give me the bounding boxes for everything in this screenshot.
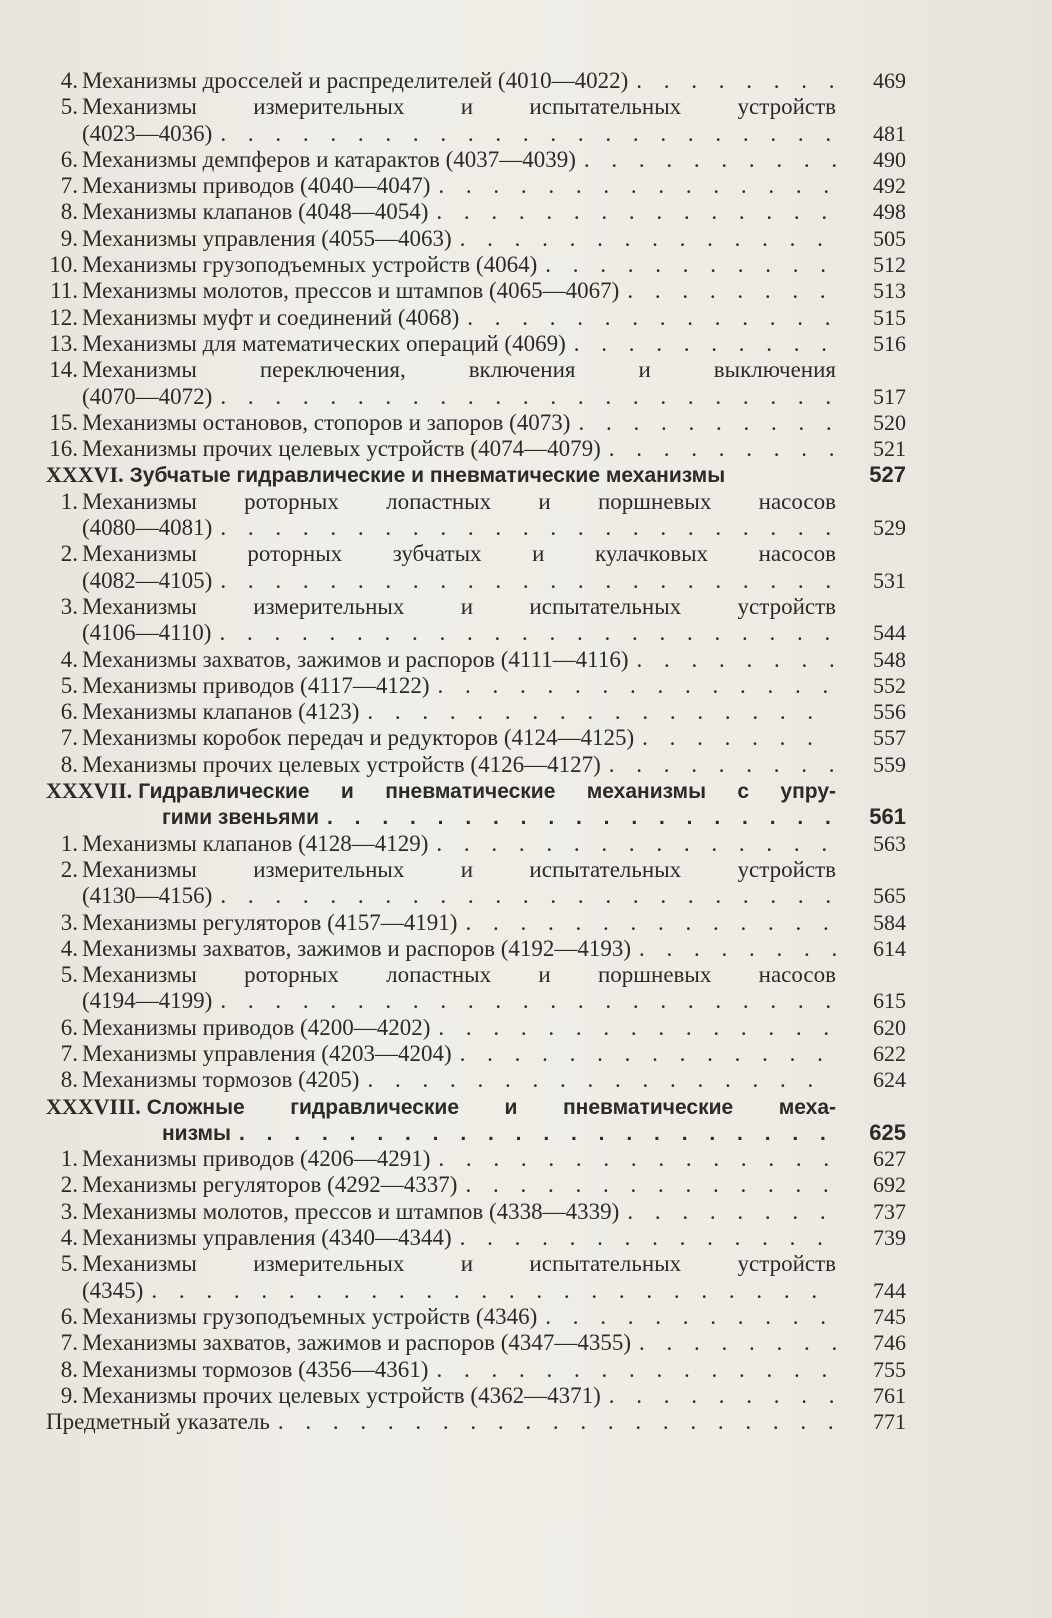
entry-page: 737 (873, 1198, 906, 1224)
toc-entry (46, 331, 906, 357)
chapter-page: 561 (869, 804, 906, 830)
entry-title: Механизмы управления (4055—4063) (82, 225, 452, 251)
toc-entry (46, 962, 906, 988)
entry-number: 5. (60, 94, 78, 120)
entry-title: Механизмы прочих целевых устройств (4126—4127) (82, 751, 601, 777)
entry-page: 559 (873, 751, 906, 777)
toc-entry-continuation (46, 515, 906, 541)
leader-dots (459, 305, 836, 331)
leader-dots (566, 331, 836, 357)
entry-page: 521 (873, 436, 906, 462)
toc-entry (46, 68, 906, 94)
entry-page: 771 (873, 1409, 906, 1435)
entry-title: Механизмы тормозов (4205) (82, 1067, 360, 1093)
entry-page: 548 (873, 646, 906, 672)
leader-dots (212, 515, 836, 541)
entry-page: 624 (873, 1067, 906, 1093)
entry-number: 10. (49, 252, 78, 278)
toc-entry (46, 278, 906, 304)
entry-number: 1. (60, 488, 78, 514)
toc-entry (46, 1357, 906, 1383)
leader-dots (452, 1041, 836, 1067)
toc-entry-continuation (46, 883, 906, 909)
chapter-page: 625 (869, 1119, 906, 1145)
leader-dots (619, 278, 836, 304)
leader-dots (428, 1357, 836, 1383)
entry-page: 557 (873, 725, 906, 751)
entry-title: Предметный указатель (46, 1409, 270, 1435)
entry-range: (4080—4081) (82, 515, 213, 541)
toc-entry (46, 699, 906, 725)
leader-dots (628, 68, 836, 94)
entry-number: 1. (60, 830, 78, 856)
leader-dots (231, 1121, 836, 1147)
leader-dots (430, 1015, 836, 1041)
entry-page: 492 (873, 173, 906, 199)
entry-number: 3. (60, 909, 78, 935)
entry-page: 498 (873, 199, 906, 225)
entry-title: Механизмы коробок передач и редукторов (4124—4125) (82, 725, 635, 751)
entry-title: Механизмы захватов, зажимов и распоров (4192—4193) (82, 935, 632, 961)
leader-dots (634, 725, 836, 751)
leader-dots (619, 1199, 836, 1225)
leader-dots (212, 988, 836, 1014)
entry-number: 6. (60, 1303, 78, 1329)
entry-title: Механизмы роторных лопастных и поршневых насосов (82, 962, 836, 988)
entry-page: 517 (873, 383, 906, 409)
leader-dots (601, 752, 836, 778)
leader-dots (601, 436, 836, 462)
entry-range: (4194—4199) (82, 988, 213, 1014)
leader-dots (452, 1225, 836, 1251)
entry-range: (4345) (82, 1277, 144, 1303)
entry-number: 11. (50, 278, 78, 304)
index-entry (46, 1409, 906, 1435)
entry-page: 614 (873, 935, 906, 961)
leader-dots (212, 384, 836, 410)
entry-page: 761 (873, 1382, 906, 1408)
toc-entry (46, 173, 906, 199)
toc-entry (46, 910, 906, 936)
toc-entry (46, 1172, 906, 1198)
toc-entry (46, 436, 906, 462)
toc-entry (46, 1199, 906, 1225)
entry-number: 6. (60, 699, 78, 725)
leader-dots (143, 1278, 836, 1304)
toc-entry (46, 752, 906, 778)
toc-entry (46, 199, 906, 225)
toc-entry (46, 305, 906, 331)
entry-number: 3. (60, 593, 78, 619)
leader-dots (212, 883, 836, 909)
entry-number: 7. (60, 725, 78, 751)
entry-title: Механизмы демпферов и катарактов (4037—4039) (82, 146, 576, 172)
entry-page: 515 (873, 304, 906, 330)
entry-page: 490 (873, 146, 906, 172)
entry-number: 1. (60, 1146, 78, 1172)
entry-number: 2. (60, 541, 78, 567)
leader-dots (601, 1383, 836, 1409)
entry-page: 755 (873, 1356, 906, 1382)
entry-title: Механизмы измерительных и испытательных устройств (82, 94, 836, 120)
entry-number: 7. (60, 173, 78, 199)
leader-dots (428, 199, 836, 225)
entry-number: 8. (60, 199, 78, 225)
entry-page: 520 (873, 409, 906, 435)
entry-title: Механизмы дросселей и распределителей (4010—4022) (82, 68, 629, 93)
entry-page: 739 (873, 1225, 906, 1251)
leader-dots (576, 147, 836, 173)
entry-page: 627 (873, 1146, 906, 1172)
entry-number: 13. (49, 330, 78, 356)
leader-dots (428, 831, 836, 857)
chapter-title: Гидравлические и пневматические механизмы с упру- (138, 780, 836, 804)
leader-dots (631, 1330, 836, 1356)
entry-title: Механизмы грузоподъемных устройств (4346) (82, 1303, 538, 1329)
leader-dots (452, 226, 836, 252)
entry-number: 16. (49, 436, 78, 462)
entry-title: Механизмы приводов (4200—4202) (82, 1014, 431, 1040)
toc-entry-continuation (46, 1278, 906, 1304)
entry-page: 584 (873, 909, 906, 935)
entry-page: 620 (873, 1014, 906, 1040)
leader-dots (270, 1409, 836, 1435)
toc-entry-continuation (46, 620, 906, 646)
entry-page: 531 (873, 567, 906, 593)
entry-title: Механизмы молотов, прессов и штампов (4338—4339) (82, 1198, 620, 1224)
toc-entry-continuation (46, 121, 906, 147)
leader-dots (319, 805, 836, 831)
chapter-heading-continuation (46, 804, 906, 830)
toc-entry (46, 410, 906, 436)
entry-range: (4082—4105) (82, 567, 213, 593)
entry-page: 481 (873, 120, 906, 146)
entry-page: 505 (873, 225, 906, 251)
entry-page: 563 (873, 830, 906, 856)
leader-dots (570, 410, 836, 436)
entry-number: 4. (60, 646, 78, 672)
toc-entry (46, 1067, 906, 1093)
entry-number: 7. (60, 1330, 78, 1356)
toc-entry-continuation (46, 568, 906, 594)
entry-page: 552 (873, 672, 906, 698)
entry-title: Механизмы измерительных и испытательных устройств (82, 593, 836, 619)
leader-dots (457, 1172, 836, 1198)
toc-entry (46, 541, 906, 567)
toc-entry (46, 725, 906, 751)
toc-entry (46, 594, 906, 620)
leader-dots (212, 121, 836, 147)
entry-title: Механизмы регуляторов (4292—4337) (82, 1172, 458, 1198)
chapter-title: Сложные гидравлические и пневматические меха- (146, 1095, 836, 1119)
entry-title: Механизмы захватов, зажимов и распоров (4111—4116) (82, 646, 629, 672)
entry-page: 469 (873, 68, 906, 93)
entry-title: Механизмы приводов (4040—4047) (82, 173, 431, 199)
entry-title: Механизмы для математических операций (4069) (82, 330, 566, 356)
entry-title: Механизмы регуляторов (4157—4191) (82, 909, 458, 935)
entry-title: Механизмы захватов, зажимов и распоров (4347—4355) (82, 1330, 632, 1356)
toc-entry (46, 1015, 906, 1041)
entry-range: (4106—4110) (82, 620, 212, 646)
toc-entry-continuation (46, 384, 906, 410)
toc-entry (46, 147, 906, 173)
entry-number: 2. (60, 1172, 78, 1198)
entry-range: (4070—4072) (82, 383, 213, 409)
entry-title: Механизмы роторных зубчатых и кулачковых насосов (82, 541, 836, 567)
entry-title: Механизмы грузоподъемных устройств (4064) (82, 252, 538, 278)
entry-number: 14. (49, 357, 78, 383)
leader-dots (359, 1067, 836, 1093)
entry-page: 516 (873, 330, 906, 356)
entry-title: Механизмы приводов (4117—4122) (82, 672, 430, 698)
toc-entry (46, 1225, 906, 1251)
entry-title: Механизмы приводов (4206—4291) (82, 1146, 431, 1172)
entry-title: Механизмы управления (4203—4204) (82, 1040, 452, 1066)
entry-range: (4130—4156) (82, 883, 213, 909)
toc-entry (46, 831, 906, 857)
toc-entry (46, 647, 906, 673)
entry-number: 4. (60, 68, 78, 93)
entry-range: (4023—4036) (82, 120, 213, 146)
entry-page: 513 (873, 278, 906, 304)
entry-title: Механизмы клапанов (4048—4054) (82, 199, 429, 225)
entry-number: 2. (60, 856, 78, 882)
entry-page: 544 (873, 620, 906, 646)
entry-page: 565 (873, 883, 906, 909)
entry-page: 512 (873, 252, 906, 278)
entry-page: 622 (873, 1040, 906, 1066)
toc-entry (46, 1383, 906, 1409)
leader-dots (430, 673, 836, 699)
leader-dots (359, 699, 836, 725)
entry-title: Механизмы переключения, включения и выключения (82, 357, 836, 383)
entry-number: 8. (60, 751, 78, 777)
chapter-heading-continuation (46, 1120, 906, 1146)
entry-page: 744 (873, 1277, 906, 1303)
entry-number: 8. (60, 1067, 78, 1093)
toc-entry (46, 1304, 906, 1330)
entry-number: 9. (60, 225, 78, 251)
chapter-title-cont: низмы (162, 1121, 231, 1145)
leader-dots (212, 568, 836, 594)
entry-number: 6. (60, 1014, 78, 1040)
chapter-heading (46, 462, 906, 488)
entry-title: Механизмы молотов, прессов и штампов (4065—4067) (82, 278, 620, 304)
entry-number: 12. (49, 304, 78, 330)
entry-title: Механизмы остановов, стопоров и запоров (4073) (82, 409, 571, 435)
toc-entry-continuation (46, 988, 906, 1014)
entry-number: 15. (49, 409, 78, 435)
entry-title: Механизмы роторных лопастных и поршневых насосов (82, 488, 836, 514)
entry-page: 745 (873, 1303, 906, 1329)
leader-dots (430, 1146, 836, 1172)
toc-entry (46, 1251, 906, 1277)
chapter-number: XXXVIII. (46, 1093, 141, 1119)
toc-entry (46, 252, 906, 278)
entry-title: Механизмы тормозов (4356—4361) (82, 1356, 429, 1382)
toc-entry (46, 226, 906, 252)
entry-page: 746 (873, 1330, 906, 1356)
entry-title: Механизмы муфт и соединений (4068) (82, 304, 460, 330)
chapter-title: Зубчатые гидравлические и пневматические механизмы (129, 464, 726, 488)
table-of-contents (46, 68, 906, 1435)
entry-number: 5. (60, 672, 78, 698)
toc-entry (46, 1146, 906, 1172)
entry-page: 692 (873, 1172, 906, 1198)
entry-title: Механизмы измерительных и испытательных устройств (82, 856, 836, 882)
toc-entry (46, 936, 906, 962)
leader-dots (211, 620, 836, 646)
leader-dots (457, 910, 836, 936)
leader-dots (430, 173, 836, 199)
entry-title: Механизмы клапанов (4123) (82, 699, 360, 725)
toc-entry (46, 1041, 906, 1067)
leader-dots (537, 252, 836, 278)
toc-entry (46, 673, 906, 699)
entry-page: 529 (873, 515, 906, 541)
entry-number: 6. (60, 146, 78, 172)
entry-number: 4. (60, 935, 78, 961)
chapter-heading (46, 778, 906, 804)
entry-title: Механизмы прочих целевых устройств (4074—4079) (82, 436, 601, 462)
entry-title: Механизмы измерительных и испытательных устройств (82, 1251, 836, 1277)
toc-entry (46, 94, 906, 120)
entry-page: 556 (873, 699, 906, 725)
toc-entry (46, 357, 906, 383)
toc-entry (46, 857, 906, 883)
entry-number: 9. (60, 1382, 78, 1408)
entry-page: 615 (873, 988, 906, 1014)
entry-title: Механизмы клапанов (4128—4129) (82, 830, 429, 856)
chapter-heading (46, 1094, 906, 1120)
chapter-number: XXXVI. (46, 462, 124, 488)
leader-dots (631, 936, 836, 962)
entry-number: 5. (60, 962, 78, 988)
entry-title: Механизмы прочих целевых устройств (4362—4371) (82, 1382, 601, 1408)
entry-number: 3. (60, 1198, 78, 1224)
entry-number: 5. (60, 1251, 78, 1277)
toc-entry (46, 489, 906, 515)
entry-number: 8. (60, 1356, 78, 1382)
chapter-number: XXXVII. (46, 778, 133, 804)
entry-number: 4. (60, 1225, 78, 1251)
entry-title: Механизмы управления (4340—4344) (82, 1225, 452, 1251)
chapter-page: 527 (869, 462, 906, 488)
leader-dots (628, 647, 836, 673)
leader-dots (537, 1304, 836, 1330)
toc-entry (46, 1330, 906, 1356)
chapter-title-cont: гими звеньями (162, 806, 319, 830)
entry-number: 7. (60, 1040, 78, 1066)
